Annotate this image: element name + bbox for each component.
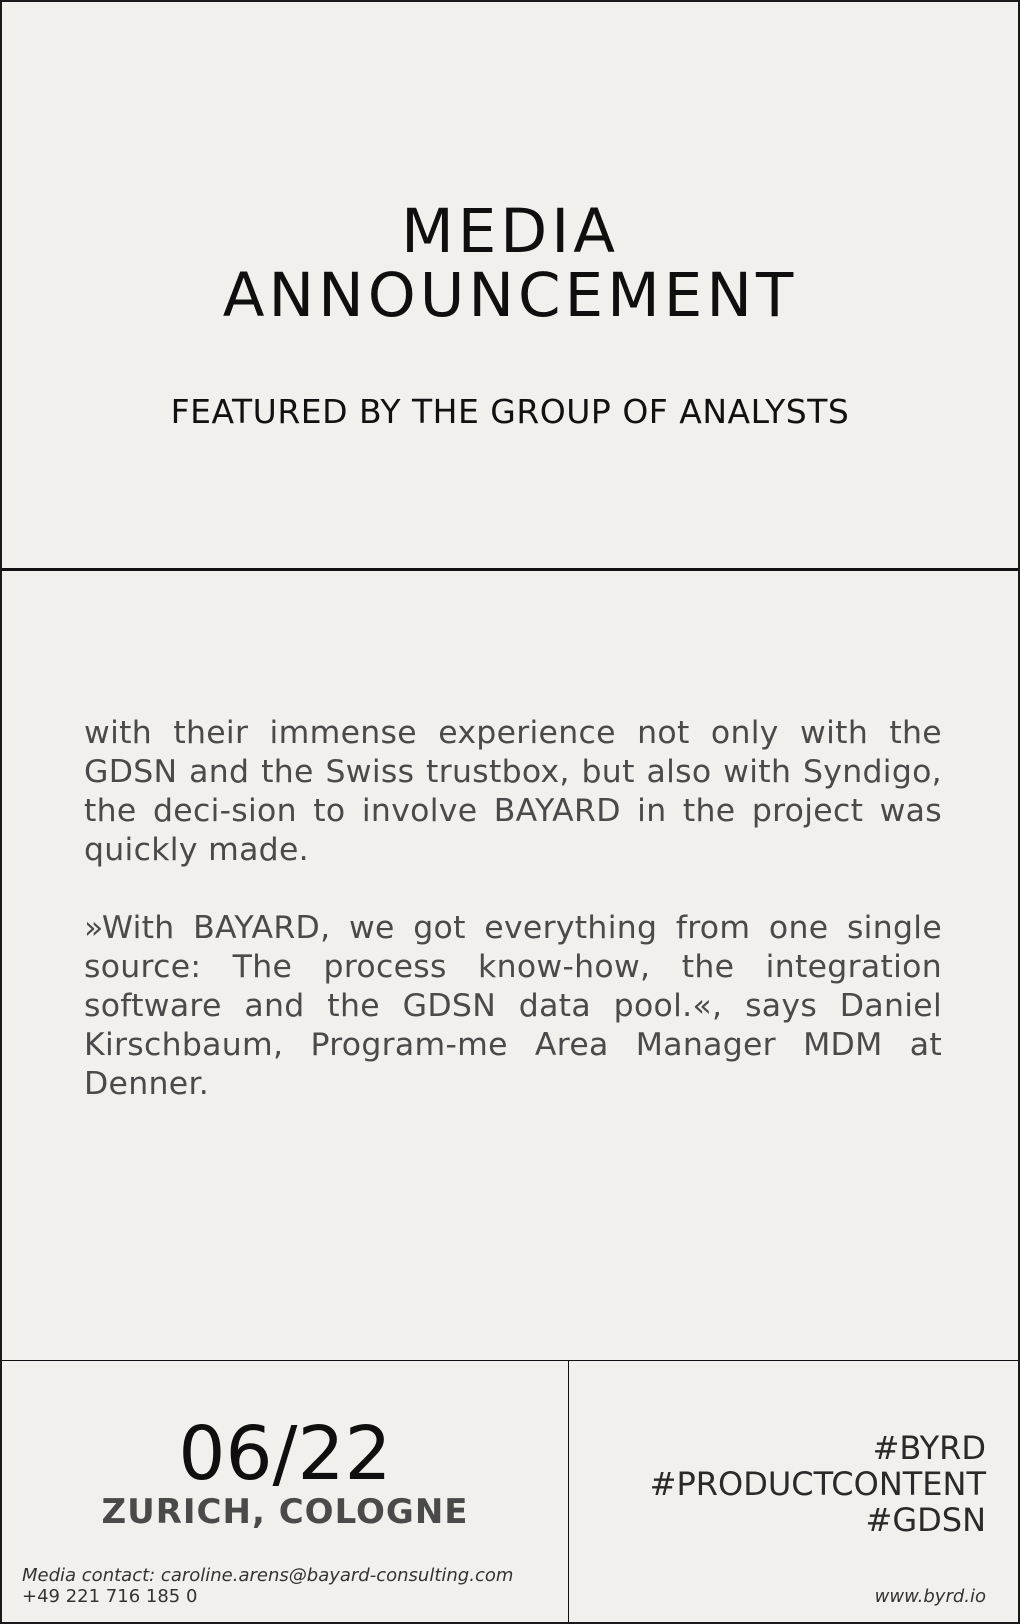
- body-text: [84, 714, 942, 1143]
- website-link[interactable]: www.byrd.io: [874, 1586, 986, 1607]
- footer-vertical-divider: [568, 1360, 569, 1622]
- media-contact: [22, 1565, 513, 1607]
- footer-divider: [2, 1360, 1018, 1361]
- title-line-2: ANNOUNCEMENT: [222, 260, 798, 331]
- hashtag: #PRODUCTCONTENT: [649, 1465, 986, 1503]
- subtitle: FEATURED BY THE GROUP OF ANALYSTS: [170, 392, 850, 431]
- hashtags: [650, 1430, 986, 1538]
- paragraph: with their immense experience not only with the GDSN and the Swiss trustbox, but also with Syndigo, the deci-sion to involve BAYARD in the project was quickly made.: [84, 715, 942, 868]
- contact-email[interactable]: Media contact: caroline.arens@bayard-consulting.com: [22, 1565, 514, 1586]
- top-divider: [2, 568, 1018, 571]
- page-title: [2, 196, 1018, 331]
- date: 06/22: [178, 1411, 392, 1497]
- quote-paragraph: »With BAYARD, we got everything from one single source: The process know-how, the integration software and the GDSN data pool.«, says Daniel Kirschbaum, Program-me Area Manager MDM at Denner.: [84, 910, 942, 1102]
- location: ZURICH, COLOGNE: [101, 1492, 469, 1532]
- header-section: [2, 2, 1018, 568]
- hashtag: #BYRD: [872, 1429, 986, 1467]
- title-line-1: MEDIA: [401, 196, 619, 267]
- hashtag: #GDSN: [865, 1501, 986, 1539]
- contact-phone[interactable]: +49 221 716 185 0: [22, 1586, 198, 1607]
